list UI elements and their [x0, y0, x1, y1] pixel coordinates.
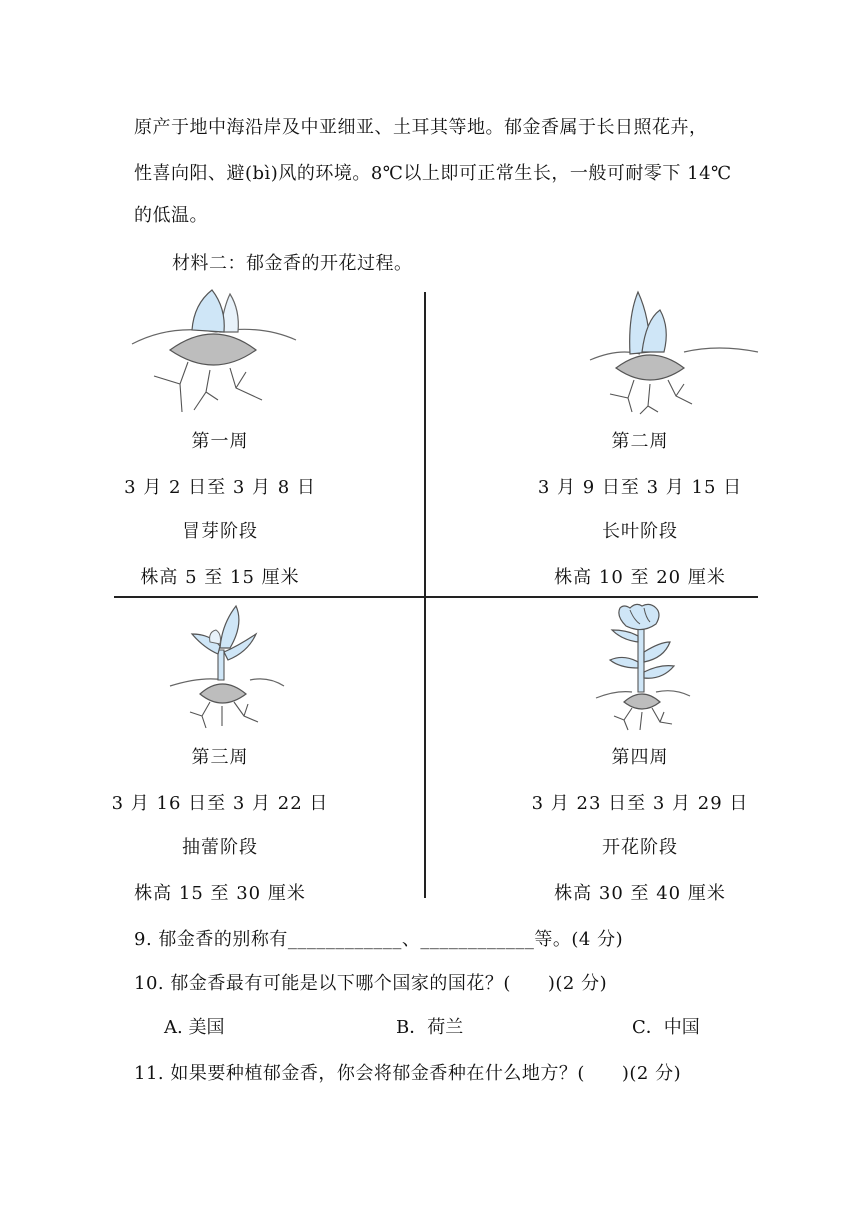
paragraph-line-3: 的低温。: [134, 205, 208, 226]
q10-option-a: A. 美国: [164, 1017, 225, 1038]
question-10: 10. 郁金香最有可能是以下哪个国家的国花？( )(2 分): [134, 973, 608, 994]
paragraph-line-2: 性喜向阳、避(bì)风的环境。8℃以上即可正常生长，一般可耐零下 14℃: [134, 163, 732, 184]
stage2-week: 第二周: [611, 431, 669, 452]
stage1-dates: 3 月 2 日至 3 月 8 日: [124, 477, 316, 498]
stage4-name: 开花阶段: [602, 837, 678, 858]
vertical-divider: [424, 292, 426, 898]
q10-option-b: B．荷兰: [396, 1017, 464, 1038]
stage4-height: 株高 30 至 40 厘米: [554, 883, 726, 904]
stage4-dates: 3 月 23 日至 3 月 29 日: [531, 793, 749, 814]
stage1-name: 冒芽阶段: [182, 521, 258, 542]
stage3-height: 株高 15 至 30 厘米: [134, 883, 306, 904]
stage2-dates: 3 月 9 日至 3 月 15 日: [537, 477, 743, 498]
budding-plant-icon: [168, 604, 288, 730]
stage3-name: 抽蕾阶段: [182, 837, 258, 858]
question-11: 11. 如果要种植郁金香，你会将郁金香种在什么地方？( )(2 分): [134, 1063, 682, 1084]
stage4-week: 第四周: [611, 747, 669, 768]
stage1-week: 第一周: [191, 431, 249, 452]
stage2-name: 长叶阶段: [602, 521, 678, 542]
material-two-title: 材料二：郁金香的开花过程。: [172, 253, 413, 274]
flowering-plant-icon: [594, 602, 694, 732]
q10-option-c: C．中国: [632, 1017, 700, 1038]
paragraph-line-1: 原产于地中海沿岸及中亚细亚、土耳其等地。郁金香属于长日照花卉，: [134, 117, 708, 138]
stage3-dates: 3 月 16 日至 3 月 22 日: [111, 793, 329, 814]
stage1-height: 株高 5 至 15 厘米: [140, 567, 300, 588]
leaf-plant-icon: [588, 288, 768, 418]
stage3-week: 第三周: [191, 747, 249, 768]
stage2-height: 株高 10 至 20 厘米: [554, 567, 726, 588]
question-9: 9. 郁金香的别称有____________、____________等。(4 分): [134, 929, 624, 950]
horizontal-divider: [114, 596, 758, 598]
sprout-plant-icon: [130, 288, 310, 418]
